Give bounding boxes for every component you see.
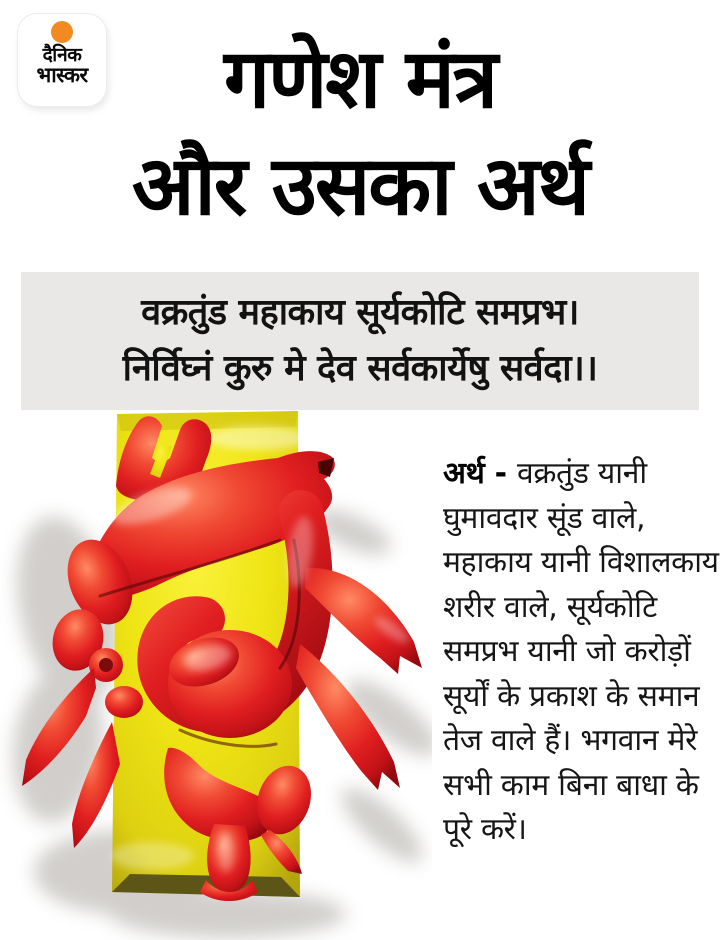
mantra-line1: वक्रतुंड महाकाय सूर्यकोटि समप्रभ। <box>141 292 579 333</box>
logo-text-line2: भास्कर <box>36 63 88 88</box>
mantra-box <box>21 272 699 410</box>
title-line1: गणेश मंत्र <box>223 32 497 127</box>
page-title <box>0 26 720 240</box>
logo-text-line1: दैनिक <box>42 44 82 66</box>
ganesha-illustration-svg <box>0 400 432 940</box>
meaning-label: अर्थ - <box>443 456 517 491</box>
meaning-paragraph <box>443 452 719 853</box>
title-line2: और उसका अर्थ <box>131 139 589 234</box>
ganesha-illustration <box>0 400 432 940</box>
meaning-text: वक्रतुंड यानी घुमावदार सूंड वाले, महाकाय यानी विशालकाय शरीर वाले, सूर्यकोटि समप्रभ यानी जो करोड़ों सूर्यों के प्रकाश के समान तेज वाले हैं। भगवान मेरे सभी काम बिना बाधा के पूरे करें। <box>443 456 719 847</box>
mantra-line2: निर्विघ्नं कुरु मे देव सर्वकार्येषु सर्वदा।। <box>122 348 598 389</box>
